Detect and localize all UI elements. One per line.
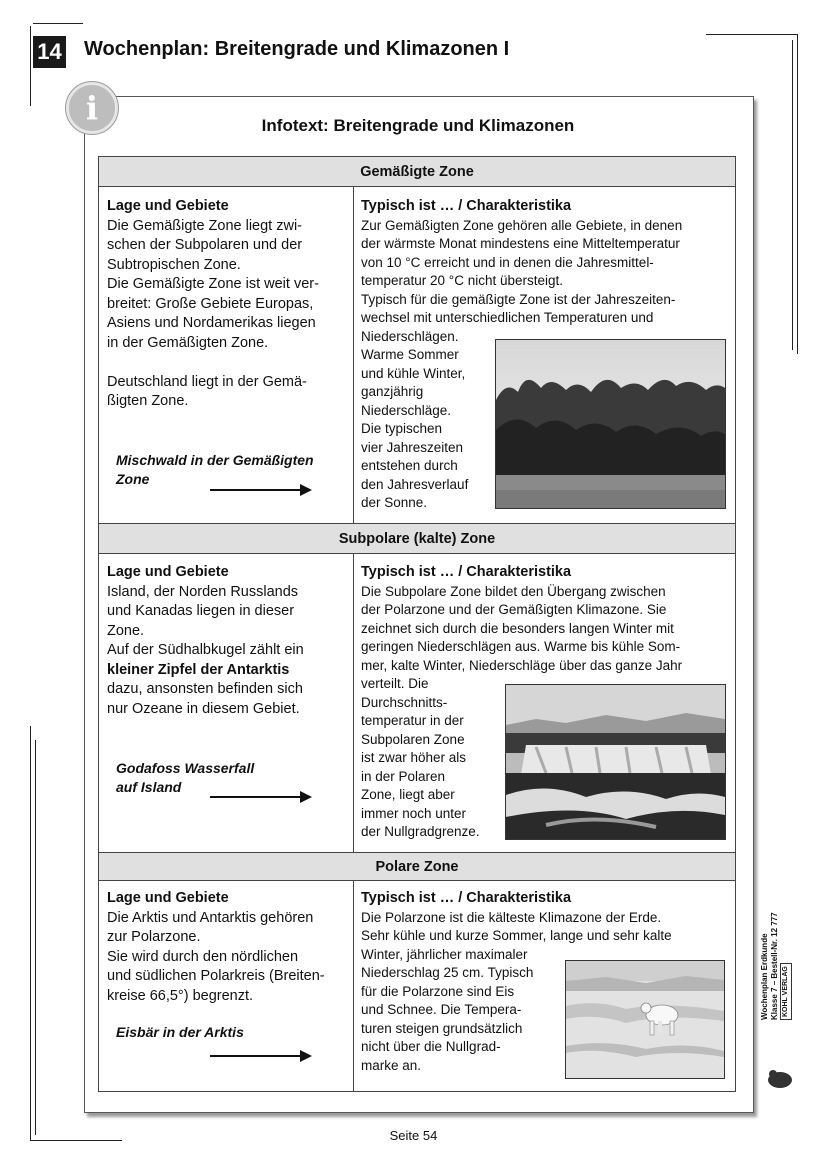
left-line: Deutschland liegt in der Gemä-	[107, 373, 307, 390]
zone-header-polar: Polare Zone	[98, 852, 736, 881]
right-line: immer noch unter	[361, 805, 467, 821]
right-heading: Typisch ist … / Charakteristika	[361, 890, 572, 906]
right-line: wechsel mit unterschiedlichen Temperaturen und	[361, 310, 654, 325]
polar-bear-photo	[565, 960, 725, 1079]
publisher-logo: KOHL VERLAG	[780, 963, 792, 1020]
right-line: von 10 °C erreicht und in denen die Jahresmittel-	[361, 254, 654, 270]
right-line: entstehen durch	[361, 458, 458, 473]
left-line: kreise 66,5°) begrenzt.	[107, 987, 254, 1004]
right-line: in der Polaren	[361, 768, 446, 784]
caption-line: Mischwald in der Gemäßigten	[116, 452, 314, 468]
right-line: Zone, liegt aber	[361, 787, 455, 802]
right-line: den Jahresverlauf	[361, 476, 469, 492]
corner-line	[33, 23, 83, 24]
right-line: Winter, jährlicher maximaler	[361, 946, 528, 962]
right-line: und kühle Winter,	[361, 365, 466, 381]
left-line: Die Gemäßigte Zone ist weit ver-	[107, 276, 319, 292]
waterfall-photo	[505, 684, 726, 840]
right-line: ganzjährig	[361, 384, 424, 399]
right-heading: Typisch ist … / Charakteristika	[361, 198, 572, 214]
corner-line	[797, 34, 798, 354]
left-line-bold: kleiner Zipfel der Antarktis	[107, 661, 290, 678]
left-heading: Lage und Gebiete	[107, 890, 229, 906]
right-line: turen steigen grundsätzlich	[361, 1020, 523, 1036]
publisher-logo-icon	[766, 1066, 794, 1090]
arrow-icon	[210, 796, 310, 798]
right-line: der Sonne.	[361, 495, 428, 510]
left-line: in der Gemäßigten Zone.	[107, 334, 269, 351]
caption-line: auf Island	[116, 779, 182, 795]
left-heading: Lage und Gebiete	[107, 198, 229, 214]
page-title: Wochenplan: Breitengrade und Klimazonen I	[84, 38, 510, 60]
right-line: für die Polarzone sind Eis	[361, 983, 515, 999]
right-line: und Schnee. Die Tempera-	[361, 1002, 522, 1017]
info-icon: i	[66, 82, 118, 134]
left-line: breitet: Große Gebiete Europas,	[107, 295, 314, 312]
right-line: zeichnet sich durch die besonders langen Winter mit	[361, 620, 674, 636]
arrow-icon	[210, 1055, 310, 1057]
right-line: ist zwar höher als	[361, 750, 467, 765]
caption-line: Godafoss Wasserfall	[116, 760, 255, 776]
left-line: und südlichen Polarkreis (Breiten-	[107, 968, 325, 984]
corner-line	[30, 26, 31, 106]
right-line: der Nullgradgrenze.	[361, 824, 480, 839]
right-line: verteilt. Die	[361, 676, 429, 691]
right-line: Subpolaren Zone	[361, 731, 465, 747]
caption-line: Eisbär in der Arktis	[116, 1024, 244, 1040]
right-line: der Polarzone und der Gemäßigten Klimazone. Sie	[361, 602, 667, 617]
left-line: nur Ozeane in diesem Gebiet.	[107, 700, 300, 717]
page-number-badge: 14	[33, 36, 66, 68]
left-line: zur Polarzone.	[107, 929, 201, 945]
info-heading: Infotext: Breitengrade und Klimazonen	[261, 116, 575, 135]
left-line: Zone.	[107, 622, 145, 639]
right-line: Zur Gemäßigten Zone gehören alle Gebiete, in denen	[361, 217, 683, 233]
zone-header-subpolar: Subpolare (kalte) Zone	[98, 523, 736, 554]
right-line: Die Subpolare Zone bildet den Übergang zwischen	[361, 583, 666, 599]
left-line: Island, der Norden Russlands	[107, 583, 299, 600]
right-line: Warme Sommer	[361, 347, 459, 362]
left-line: Die Gemäßigte Zone liegt zwi-	[107, 217, 303, 234]
right-line: Niederschlag 25 cm. Typisch	[361, 965, 534, 980]
zone-left-text	[107, 889, 347, 1006]
arrow-icon	[210, 489, 310, 491]
side-line: Klasse 7 – Bestell-Nr. 12 777	[770, 912, 779, 1020]
zone-left-text	[107, 563, 347, 719]
right-line: Niederschlägen.	[361, 328, 459, 344]
caption-line: Zone	[116, 471, 150, 487]
left-line: Sie wird durch den nördlichen	[107, 948, 299, 965]
left-line: Die Arktis und Antarktis gehören	[107, 909, 314, 926]
right-heading: Typisch ist … / Charakteristika	[361, 564, 572, 580]
corner-line	[792, 40, 793, 350]
right-line: Niederschläge.	[361, 402, 452, 418]
left-line: dazu, ansonsten befinden sich	[107, 681, 303, 697]
publisher-side-label	[760, 900, 802, 1020]
corner-line	[30, 726, 31, 1140]
right-line: Typisch für die gemäßigte Zone ist der Jahreszeiten-	[361, 291, 676, 307]
forest-photo	[495, 339, 726, 509]
right-line: Die Polarzone ist die kälteste Klimazone der Erde.	[361, 909, 662, 925]
zone-left-text	[107, 197, 347, 412]
right-line: geringen Niederschlägen aus. Warme bis kühle Som-	[361, 639, 681, 654]
left-line: schen der Subpolaren und der	[107, 237, 303, 253]
side-line: Wochenplan Erdkunde	[760, 933, 769, 1020]
left-line: Auf der Südhalbkugel zählt ein	[107, 642, 304, 658]
right-line: nicht über die Nullgrad-	[361, 1039, 501, 1054]
right-line: der wärmste Monat mindestens eine Mitteltemperatur	[361, 236, 680, 251]
left-line: ßigten Zone.	[107, 393, 189, 409]
right-line: vier Jahreszeiten	[361, 439, 464, 455]
left-heading: Lage und Gebiete	[107, 564, 229, 580]
corner-line	[35, 740, 36, 1135]
right-line: temperatur 20 °C nicht übersteigt.	[361, 273, 563, 288]
right-line: mer, kalte Winter, Niederschläge über das ganze Jahr	[361, 657, 683, 673]
right-line: Durchschnitts-	[361, 694, 448, 710]
photo-caption	[116, 1023, 346, 1042]
corner-line	[706, 34, 798, 35]
left-line	[107, 353, 347, 373]
left-line: und Kanadas liegen in dieser	[107, 603, 295, 619]
zone-header-temperate: Gemäßigte Zone	[98, 156, 736, 187]
left-line: Subtropischen Zone.	[107, 256, 241, 273]
right-line: Die typischen	[361, 421, 443, 436]
right-line: marke an.	[361, 1057, 422, 1073]
right-line: Sehr kühle und kurze Sommer, lange und sehr kalte	[361, 928, 672, 943]
page-footer: Seite 54	[389, 1128, 438, 1143]
left-line: Asiens und Nordamerikas liegen	[107, 315, 316, 331]
right-line: temperatur in der	[361, 713, 464, 728]
